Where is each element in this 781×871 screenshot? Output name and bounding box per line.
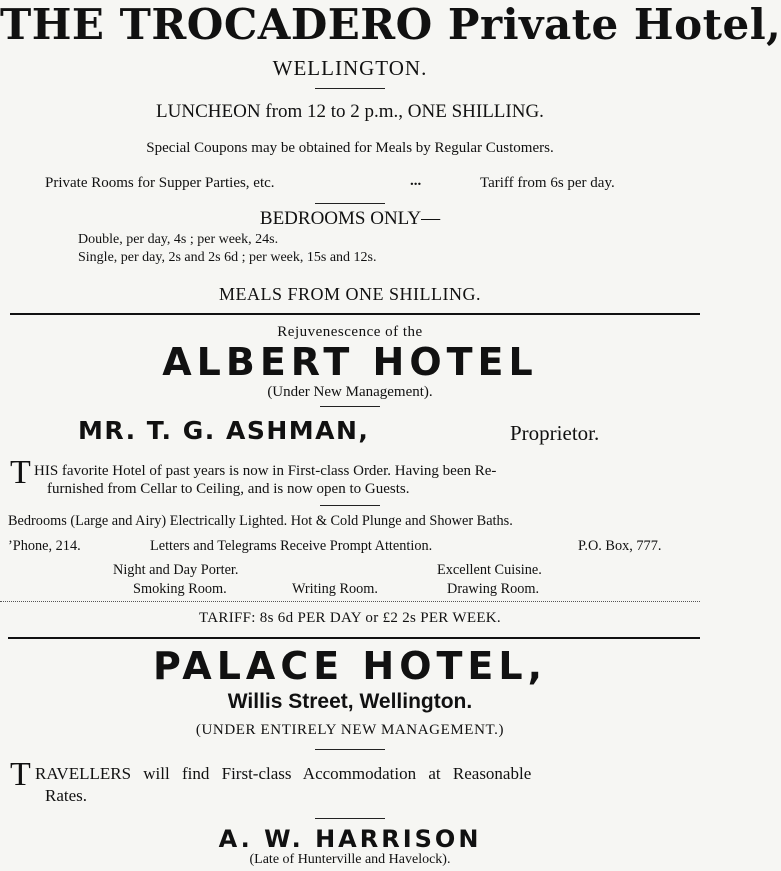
- albert-paragraph-line2: furnished from Cellar to Ceiling, and is now open to Guests.: [47, 481, 410, 497]
- trocadero-meals: MEALS FROM ONE SHILLING.: [218, 284, 481, 304]
- albert-proprietor-label: Proprietor.: [510, 421, 600, 445]
- albert-proprietor-name: MR. T. G. ASHMAN,: [78, 416, 370, 445]
- divider: [320, 406, 380, 407]
- albert-drawing-room: Drawing Room.: [447, 581, 540, 597]
- albert-management: (Under New Management).: [267, 384, 433, 400]
- trocadero-private-rooms: Private Rooms for Supper Parties, etc.: [45, 175, 275, 191]
- divider: [315, 88, 385, 89]
- palace-paragraph-line2: Rates.: [45, 786, 88, 805]
- divider: [320, 505, 380, 506]
- divider: [315, 203, 385, 204]
- albert-bedrooms: Bedrooms (Large and Airy) Electrically Lighted. Hot & Cold Plunge and Shower Baths.: [8, 513, 513, 529]
- albert-paragraph-line1: HIS favorite Hotel of past years is now in First-class Order. Having been Re-: [34, 463, 497, 479]
- palace-management: (UNDER ENTIRELY NEW MANAGEMENT.): [195, 722, 505, 738]
- palace-drop-cap: T: [10, 756, 31, 793]
- albert-intro: Rejuvenescence of the: [277, 324, 423, 340]
- divider: [315, 818, 385, 819]
- albert-title: ALBERT HOTEL: [162, 340, 538, 384]
- palace-street: Willis Street, Wellington.: [227, 690, 473, 713]
- albert-phone: ’Phone, 214.: [8, 538, 81, 554]
- palace-late-of: (Late of Hunterville and Havelock).: [249, 852, 451, 867]
- trocadero-tariff: Tariff from 6s per day.: [480, 175, 615, 191]
- section-divider: [8, 637, 700, 639]
- section-divider: [10, 313, 700, 315]
- trocadero-bedrooms-heading: BEDROOMS ONLY—: [259, 208, 441, 229]
- palace-proprietor: A. W. HARRISON: [218, 825, 482, 853]
- albert-letters: Letters and Telegrams Receive Prompt Attention.: [150, 538, 433, 554]
- trocadero-double-rate: Double, per day, 4s ; per week, 24s.: [78, 232, 279, 247]
- trocadero-luncheon: LUNCHEON from 12 to 2 p.m., ONE SHILLING.: [156, 101, 544, 122]
- palace-paragraph-line1: RAVELLERS will find First-class Accommodation at Reasonable: [35, 764, 532, 783]
- albert-porter: Night and Day Porter.: [113, 562, 239, 578]
- albert-tariff: TARIFF: 8s 6d PER DAY or £2 2s PER WEEK.: [199, 610, 501, 626]
- albert-pobox: P.O. Box, 777.: [578, 538, 662, 554]
- palace-title: PALACE HOTEL,: [152, 644, 548, 688]
- trocadero-coupons: Special Coupons may be obtained for Meals by Regular Customers.: [146, 140, 554, 156]
- trocadero-single-rate: Single, per day, 2s and 2s 6d ; per week, 15s and 12s.: [78, 250, 377, 265]
- albert-drop-cap: T: [10, 454, 31, 491]
- dotted-divider: [0, 601, 700, 602]
- albert-smoking-room: Smoking Room.: [133, 581, 227, 597]
- trocadero-private-rooms-dots: ...: [410, 173, 422, 189]
- albert-writing-room: Writing Room.: [292, 581, 378, 597]
- trocadero-title: THE TROCADERO Private Hotel,: [0, 0, 781, 49]
- albert-cuisine: Excellent Cuisine.: [437, 562, 542, 578]
- trocadero-city: WELLINGTON.: [272, 56, 428, 80]
- divider: [315, 749, 385, 750]
